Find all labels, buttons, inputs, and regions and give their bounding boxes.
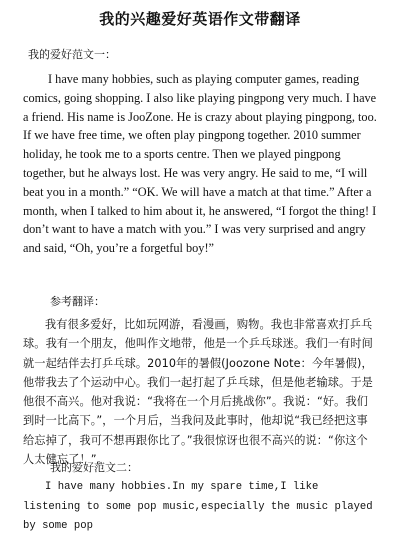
translation-heading: 参考翻译： — [50, 295, 105, 308]
sample1-english-paragraph: I have many hobbies, such as playing computer games, reading comics, going shopping. I also like playing pingpong very much. I have a friend. His name is JooZone. He is crazy about playing pingpong, too. If we have free time, we often play pingpong together. 2010 summer holiday, he took me to a sports centre. Then we played pingpong together, but he always lost. He was very angry. He said to me, “I will beat you in a month.” “OK. We will have a match at that time.” After a month, when I talked to him about it, he answered, “I forgot the thing! I don’t want to have a match with you.” I was very surprised and angry and said, “Oh, you’re a forgetful boy!” — [23, 72, 377, 256]
sample2-heading: 我的爱好范文二： — [50, 461, 138, 474]
sample1-chinese-translation: 我有很多爱好，比如玩网游，看漫画，购物。我也非常喜欢打乒乓球。我有一个朋友，他叫作文地带，他是一个乒乓球迷。我们一有时间就一起结伴去打乒乓球。2010年的暑假(Joozone Note：今年暑假)，他带我去了个运动中心。我们一起打起了乒乓球，但是他老输球。于是他很不高兴。他对我说：“我将在一个月后挑战你”。我说：“好。我们到时一比高下。”，一个月后，当我问及此事时，他却说“我已经把这事给忘掉了，我可不想再跟你比了。”我很惊讶也很不高兴的说：“你这个人太健忘了！”。 — [23, 318, 373, 467]
document-title: 我的兴趣爱好英语作文带翻译 — [99, 10, 301, 28]
sample1-heading: 我的爱好范文一： — [28, 48, 116, 61]
sample2-english-paragraph: I have many hobbies.In my spare time,I like listening to some pop music,especially the music played by some pop — [23, 481, 373, 532]
